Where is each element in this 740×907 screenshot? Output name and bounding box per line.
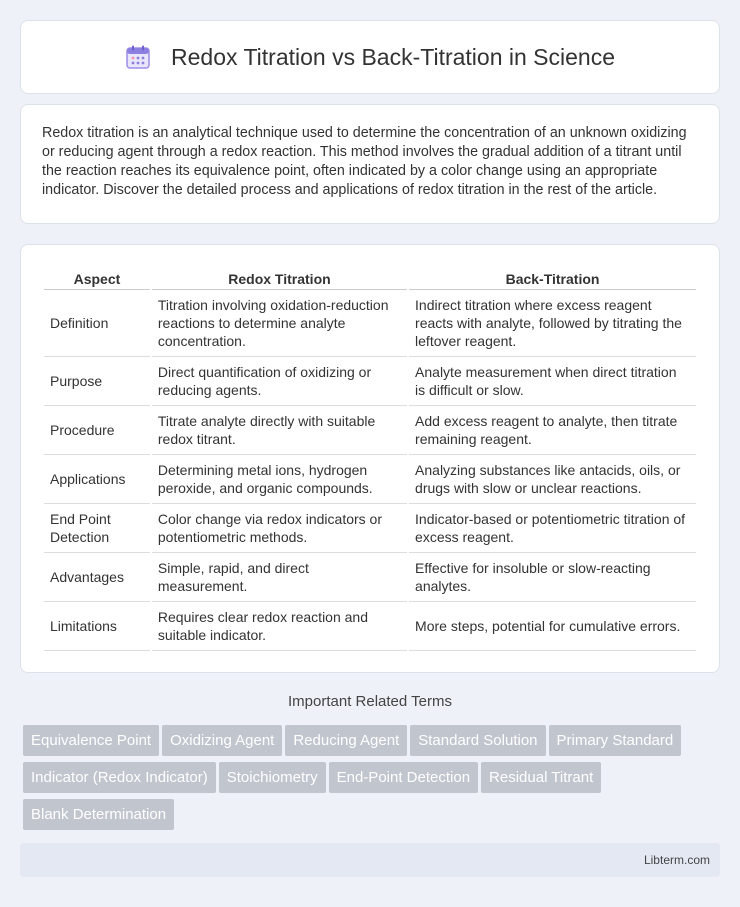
table-cell: Advantages bbox=[44, 553, 150, 602]
intro-card bbox=[20, 104, 720, 224]
table-header-row bbox=[44, 265, 696, 290]
table-cell: Effective for insoluble or slow-reacting analytes. bbox=[409, 553, 696, 602]
table-cell: Requires clear redox reaction and suitable indicator. bbox=[152, 602, 407, 651]
table-row bbox=[44, 553, 696, 602]
table-cell: Simple, rapid, and direct measurement. bbox=[152, 553, 407, 602]
page-title: Redox Titration vs Back-Titration in Science bbox=[171, 43, 615, 70]
related-term-tag[interactable]: Blank Determination bbox=[23, 799, 174, 830]
table-cell: Definition bbox=[44, 290, 150, 357]
related-term-tag[interactable]: End-Point Detection bbox=[329, 762, 478, 793]
footer bbox=[20, 843, 720, 877]
table-header: Redox Titration bbox=[152, 265, 407, 290]
table-cell: Analyte measurement when direct titration is difficult or slow. bbox=[409, 357, 696, 406]
comparison-card bbox=[20, 244, 720, 673]
related-term-tag[interactable]: Stoichiometry bbox=[219, 762, 326, 793]
related-terms-list bbox=[23, 725, 723, 836]
intro-text: Redox titration is an analytical technique used to determine the concentration of an unknown oxidizing or reducing agent through a redox reaction. This method involves the gradual addition of a titrant until the reaction reaches its equivalence point, often indicated by a color change using an appropriate indicator. Discover the detailed process and applications of redox titration in the rest of the article. bbox=[42, 125, 687, 198]
table-row bbox=[44, 455, 696, 504]
related-term-tag[interactable]: Residual Titrant bbox=[481, 762, 601, 793]
table-cell: Titrate analyte directly with suitable redox titrant. bbox=[152, 406, 407, 455]
comparison-table bbox=[42, 265, 698, 651]
table-cell: Analyzing substances like antacids, oils, or drugs with slow or unclear reactions. bbox=[409, 455, 696, 504]
table-cell: Applications bbox=[44, 455, 150, 504]
header-card bbox=[20, 20, 720, 94]
table-cell: Color change via redox indicators or potentiometric methods. bbox=[152, 504, 407, 553]
footer-link[interactable]: Libterm.com bbox=[643, 853, 710, 867]
table-header: Aspect bbox=[44, 265, 150, 290]
related-term-tag[interactable]: Equivalence Point bbox=[23, 725, 159, 756]
related-term-tag[interactable]: Oxidizing Agent bbox=[162, 725, 282, 756]
table-cell: Titration involving oxidation-reduction reactions to determine analyte concentration. bbox=[152, 290, 407, 357]
related-term-tag[interactable]: Primary Standard bbox=[549, 725, 682, 756]
related-term-tag[interactable]: Reducing Agent bbox=[285, 725, 407, 756]
table-row bbox=[44, 290, 696, 357]
table-row bbox=[44, 406, 696, 455]
table-cell: Determining metal ions, hydrogen peroxide, and organic compounds. bbox=[152, 455, 407, 504]
table-cell: Add excess reagent to analyte, then titrate remaining reagent. bbox=[409, 406, 696, 455]
table-row bbox=[44, 602, 696, 651]
table-cell: Limitations bbox=[44, 602, 150, 651]
calendar-icon bbox=[125, 44, 151, 70]
related-term-tag[interactable]: Indicator (Redox Indicator) bbox=[23, 762, 216, 793]
table-cell: Direct quantification of oxidizing or reducing agents. bbox=[152, 357, 407, 406]
table-cell: End Point Detection bbox=[44, 504, 150, 553]
related-terms-title: Important Related Terms bbox=[288, 693, 452, 710]
table-header: Back-Titration bbox=[409, 265, 696, 290]
table-cell: Purpose bbox=[44, 357, 150, 406]
table-cell: Indicator-based or potentiometric titration of excess reagent. bbox=[409, 504, 696, 553]
table-row bbox=[44, 357, 696, 406]
table-cell: More steps, potential for cumulative errors. bbox=[409, 602, 696, 651]
table-row bbox=[44, 504, 696, 553]
table-cell: Indirect titration where excess reagent reacts with analyte, followed by titrating the leftover reagent. bbox=[409, 290, 696, 357]
related-term-tag[interactable]: Standard Solution bbox=[410, 725, 545, 756]
table-cell: Procedure bbox=[44, 406, 150, 455]
